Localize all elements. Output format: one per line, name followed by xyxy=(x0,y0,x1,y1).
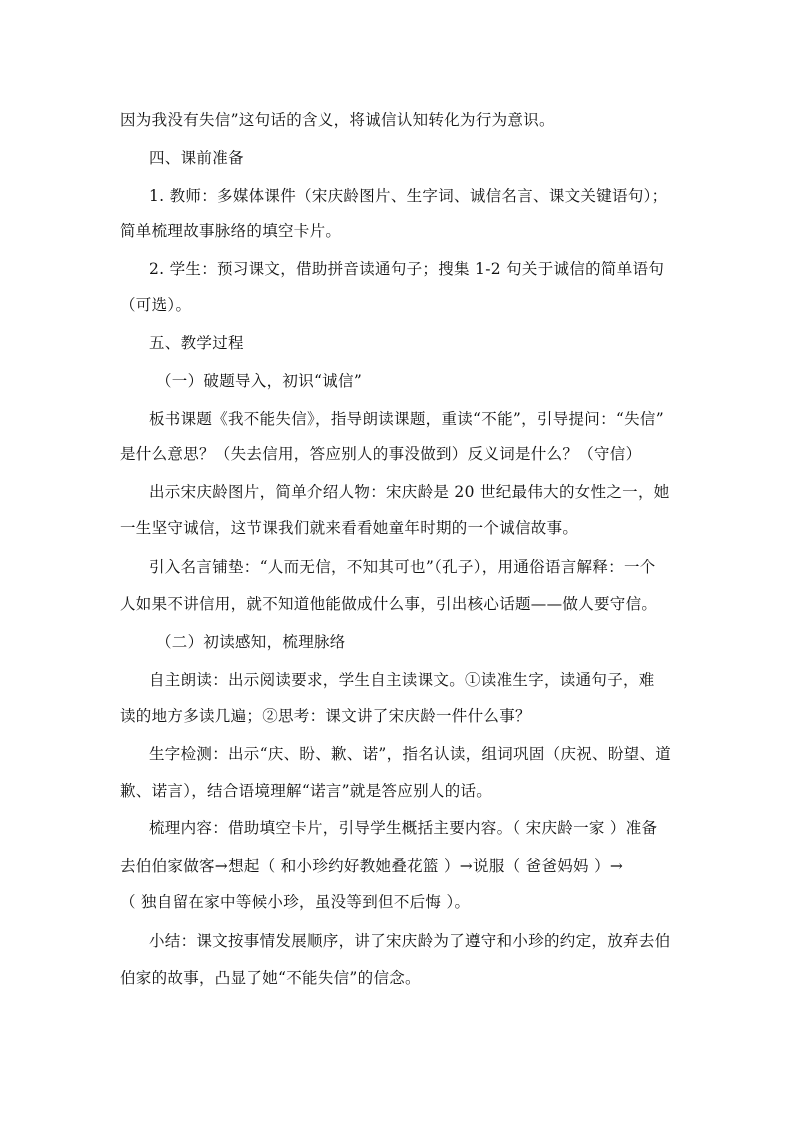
paragraph-line: 一生坚守诚信，这节课我们就来看看她童年时期的一个诚信故事。 xyxy=(120,519,579,537)
paragraph-line: 板书课题《我不能失信》，指导朗读课题，重读“不能”，引导提问：“失信” xyxy=(149,410,664,428)
paragraph-line: 简单梳理故事脉络的填空卡片。 xyxy=(120,222,342,240)
paragraph-line: 歉、诺言），结合语境理解“诺言”就是答应别人的话。 xyxy=(120,782,493,800)
subsection-heading: （一）破题导入，初识“诚信” xyxy=(156,372,363,390)
paragraph-line: 读的地方多读几遍；②思考：课文讲了宋庆龄一件什么事？ xyxy=(120,707,531,725)
paragraph-line: 因为我没有失信”这句话的含义，将诚信认知转化为行为意识。 xyxy=(120,111,555,129)
paragraph-line: 1. 教师：多媒体课件（宋庆龄图片、生字词、诚信名言、课文关键语句）； xyxy=(149,187,668,205)
paragraph-line: 是什么意思？（失去信用，答应别人的事没做到）反义词是什么？（守信） xyxy=(120,445,642,463)
subsection-heading: （二）初读感知，梳理脉络 xyxy=(156,633,346,651)
paragraph-line: 出示宋庆龄图片，简单介绍人物：宋庆龄是 20 世纪最伟大的女性之一，她 xyxy=(149,483,670,501)
paragraph-line: 2. 学生：预习课文，借助拼音读通句子；搜集 1-2 句关于诚信的简单语句 xyxy=(149,260,665,278)
paragraph-line: 伯家的故事，凸显了她“不能失信”的信念。 xyxy=(120,969,421,987)
section-heading: 四、课前准备 xyxy=(149,149,244,167)
paragraph-line: （ 独自留在家中等候小珍，虽没等到但不后悔 ）。 xyxy=(120,893,471,911)
paragraph-line: 生字检测：出示“庆、盼、歉、诺”，指名认读，组词巩固（庆祝、盼望、道 xyxy=(149,745,672,763)
paragraph-line: 自主朗读：出示阅读要求，学生自主读课文。①读准生字，读通句子，难 xyxy=(149,671,655,689)
paragraph-line: 去伯伯家做客→想起（ 和小珍约好教她叠花篮 ）→说服（ 爸爸妈妈 ）→ xyxy=(120,857,624,875)
paragraph-line: 引入名言铺垫：“人而无信，不知其可也”（孔子），用通俗语言解释：一个 xyxy=(149,558,656,576)
paragraph-line: （可选）。 xyxy=(120,296,192,314)
section-heading: 五、教学过程 xyxy=(149,334,244,352)
paragraph-line: 人如果不讲信用，就不知道他能做成什么事，引出核心话题——做人要守信。 xyxy=(120,595,658,613)
paragraph-line: 梳理内容：借助填空卡片，引导学生概括主要内容。（ 宋庆龄一家 ）准备 xyxy=(149,819,658,837)
paragraph-line: 小结：课文按事情发展顺序，讲了宋庆龄为了遵守和小珍的约定，放弃去伯 xyxy=(149,932,671,950)
